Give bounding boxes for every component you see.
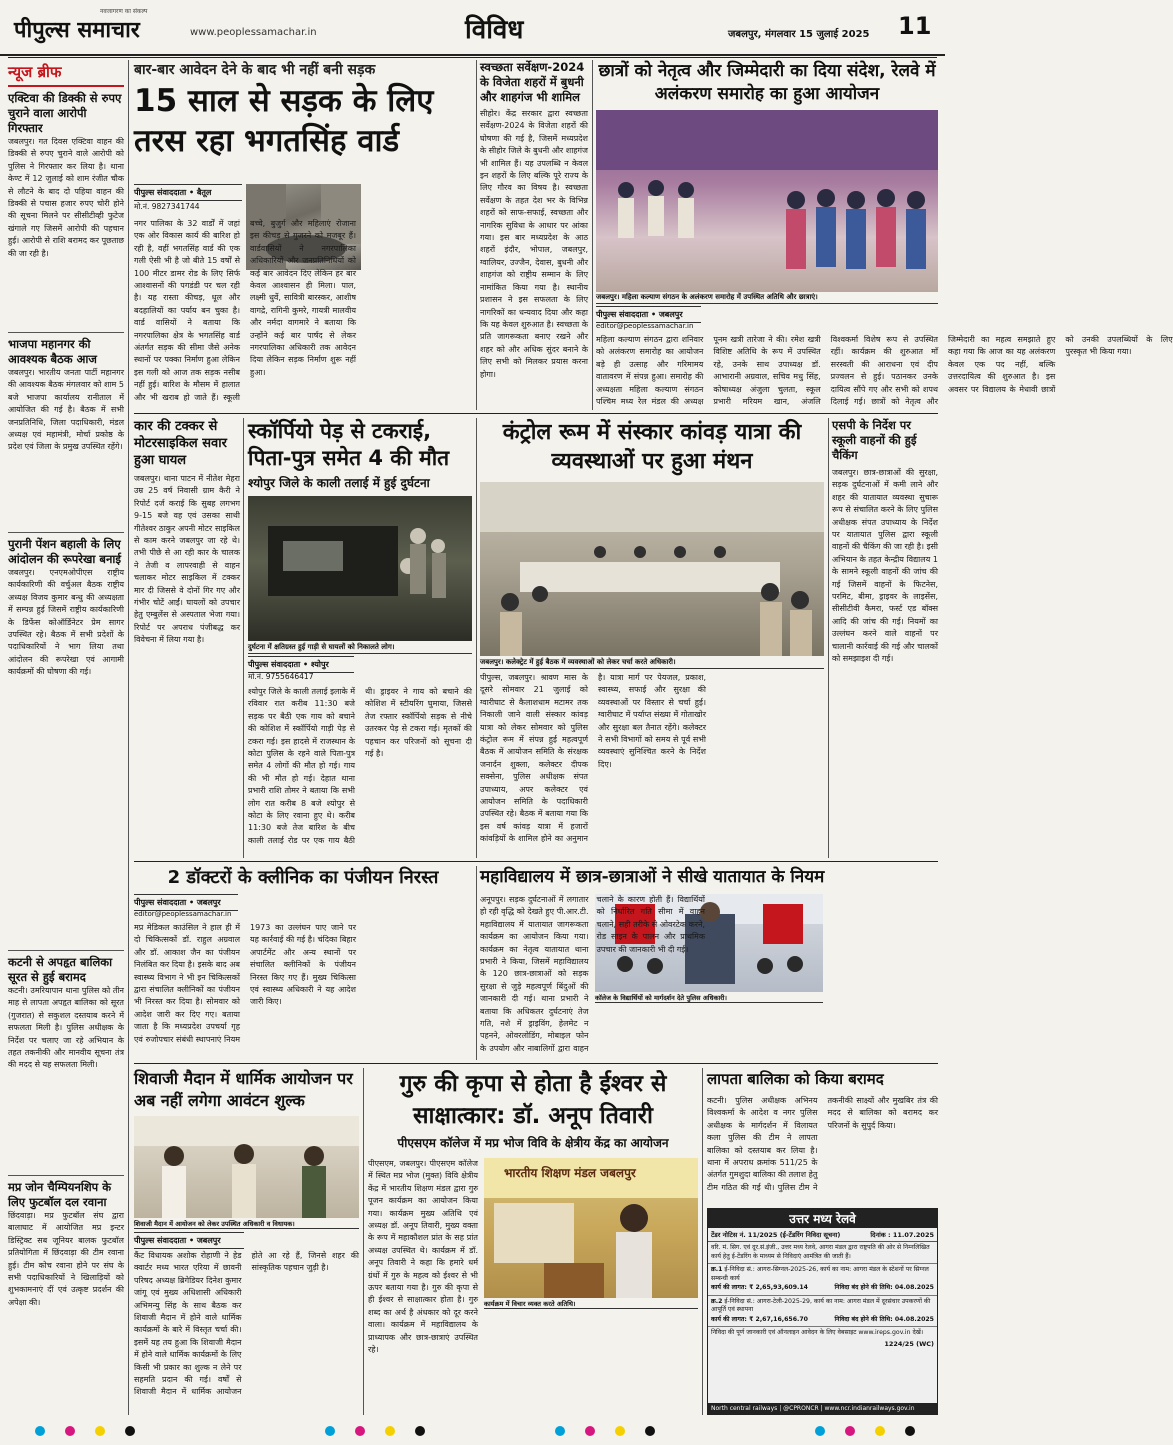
website-link[interactable]: www.peoplessamachar.in [190,27,317,38]
reporter-email: editor@peoplessamachar.in [596,322,694,330]
story-sp [832,418,938,858]
story-headline: कंट्रोल रूम में संस्कार कांवड़ यात्रा की व्यवस्थाओं पर हुआ मंथन [502,420,802,474]
tender-ref: 1224/25 (WC) [884,1339,934,1348]
news-brief-label: न्यूज ब्रीफ [8,60,124,87]
story-body: जबलपुर। थाना पाटन में नीतेश मेहरा उम्र 25 वर्ष निवासी ग्राम कैरी ने रिपोर्ट दर्ज कराई कि सुबह लगभग 9-15 बजे वह एवं उसका साथी गीतेश्वर ठाकुर अपनी मोटर साइकिल से काम करने जबलपुर जा रहे थे। तभी पीछे से आ रही कार के चालक ने तेजी व लापरवाही से वाहन चलाकर मोटर साइकिल में टक्कर मार दी जिससे वे दोनों गिर गए और गंभीर चोटें आईं। घायलों को उपचार हेतु एम्बुलेंस से अस्पताल भेजा गया। रिपोर्ट पर अपराध पंजीबद्ध कर विवेचना में लिया गया है। [134,474,240,645]
story-headline: शिवाजी मैदान में धार्मिक आयोजन पर अब नहीं लगेगा आवंटन शुल्क [134,1069,353,1110]
section-title: विविध [465,15,524,45]
brief-item [8,955,124,1175]
tender-close-date: 04.08.2025 [894,1315,934,1323]
brief-body: जबलपुर। भारतीय जनता पार्टी महानगर की आवश्यक बैठक मंगलवार को शाम 5 बजे भाजपा कार्यालय रानीताल में आयोजित की गई है। बैठक में सभी जनप्रतिनिधि, जिला पदाधिकारी, मंडल अध्यक्ष एवं महामंत्री, मोर्चा प्रकोष्ठ के प्रदेश एवं जिला के प्रमुख उपस्थित रहेंगे। [8,368,124,452]
reporter-email: editor@peoplessamachar.in [134,910,232,918]
column-divider [828,418,829,858]
divider [8,1175,124,1176]
story-byline: पीपुल्स संवाददाता • श्योपुर [248,656,354,673]
photo-caption: कार्यक्रम में विचार व्यक्त करते अतिथि। [484,1299,698,1309]
brief-title: एक्टिवा की डिक्की से रुपए चुराने वाला आरोपी गिरफ्तार [8,91,122,135]
section-divider [134,861,938,862]
column-divider [476,418,477,858]
brief-title: मप्र जोन चैम्पियनशिप के लिए फुटबॉल दल रवाना [8,1180,112,1209]
brief-item [8,91,124,346]
story-body: नगर पालिका के 32 वार्डों में जहां एक ओर विकास कार्य की बारिश हो रही है, वहीं भगतसिंह वार्ड की एक गली ऐसी भी है जो बीते 15 वर्षों से 100 मीटर डामर रोड के लिए सिर्फ आश्वासनों की पगडंडी पर चल रही है। यह रास्ता कीचड़, धूल और बदहालियों का पर्याय बन चुका है। वार्ड वासियों ने बताया कि नगरपालिका क्षेत्र के भगतसिंह वार्ड अंतर्गत सड़क की सीमा जैसे अनेक स्थानों पर पक्का निर्माण हुआ लेकिन इस गली को आज तक सड़क नसीब नहीं हुई। बारिश के मौसम में हालात और भी खराब हो जाते हैं। स्कूली बच्चे, बुजुर्ग और महिलाएं रोजाना इस कीचड़ से गुजरने को मजबूर हैं। वार्डवासियों ने नगरपालिका अधिकारियों और जनप्रतिनिधियों को कई बार आवेदन दिए लेकिन हर बार केवल आश्वासन ही मिला। पाल, लक्ष्मी धुर्वे, सावित्री बारस्कर, आशीष वागद्रे, रागिनी कुमरे, गायत्री मालवीय और नर्मदा वागमारे ने बताया कि उन्होंने कई बार पार्षद से लेकर नगरपालिका अधिकारी तक आवेदन दिया लेकिन सड़क निर्माण शुरू नहीं हुआ। [134,219,356,402]
story-body: सीहोर। केंद्र सरकार द्वारा स्वच्छता सर्वेक्षण-2024 के विजेता शहरों की घोषणा की गई है, जिसमें मध्यप्रदेश के सीहोर जिले के बुधनी और शाहगंज भी शामिल हैं। यह उपलब्धि न केवल इन शहरों के लिए बल्कि पूरे राज्य के लिए गौरव का विषय है। स्वच्छता सर्वेक्षण के तहत देश भर के विभिन्न शहरों को साफ-सफाई, स्वच्छता और नागरिक सुविधा के आधार पर आंका गया। इस बार मध्यप्रदेश के आठ शहरों इंदौर, भोपाल, जबलपुर, ग्वालियर, उज्जैन, देवास, बुधनी और शाहगंज को राष्ट्रीय सम्मान के लिए नामांकित किया गया है। स्थानीय प्रशासन ने इस सफलता के लिए नागरिकों का धन्यवाद दिया और कहा कि यह केवल शुरुआत है। स्वच्छता के प्रति जागरूकता बनाए रखने और शहर को और अधिक सुंदर बनाने के लिए सभी को मिलकर प्रयास करना होगा। [480,109,588,379]
story-body: मप्र मेडिकल काउंसिल ने हाल ही में दो चिकित्सकों डॉ. राहुल अग्रवाल और डॉ. आकाश जैन का पंजीयन निलंबित कर दिया है। इसके बाद अब स्वास्थ्य विभाग ने भी इन चिकित्सकों द्वारा संचालित क्लीनिकों का पंजीयन भी निरस्त कर दिया है। सोमवार को आदेश जारी कर दिए गए। बताया जाता है कि मध्यप्रदेश उपचर्या गृह एवं रुजोपचार संबंधी स्थापनाएं नियम 1973 का उल्लंघन पाए जाने पर यह कार्रवाई की गई है। चंदिका बिहार अपार्टमेंट और अन्य स्थानों पर संचालित क्लीनिकों के पंजीयन निरस्त किए गए हैं। मुख्य चिकित्सा एवं स्वास्थ्य अधिकारी ने यह आदेश जारी किए। [134,923,356,1044]
brief-title: भाजपा महानगर की आवश्यक बैठक आज [8,337,97,366]
story-headline: लापता बालिका को किया बरामद [707,1070,884,1088]
story-photo-shivaji [134,1116,359,1218]
page-number: 11 [898,12,932,40]
story-body: कैंट विधायक अशोक रोहाणी ने हेड क्वार्टर मध्य भारत एरिया में छावनी परिषद अध्यक्ष ब्रिगेडियर दिनेश कुमार जांगू एवं मुख्य अधिशासी अधिकारी अभिमन्यु सिंह के साथ बैठक कर शिवाजी मैदान में होने वाले धार्मिक कार्यक्रमों के बारे में विस्तृत चर्चा की। इसमें यह तय हुआ कि शिवाजी मैदान में होने वाले धार्मिक कार्यक्रमों के लिए किसी भी प्रकार का शुल्क न लेने पर सहमति प्रदान की गई। वर्षों से शिवाजी मैदान में धार्मिक आयोजन होते आ रहे हैं, जिनसे शहर की सांस्कृतिक पहचान जुड़ी है। [134,1251,359,1397]
photo-caption: दुर्घटना में क्षतिग्रस्त हुई गाड़ी से घायलों को निकालते लोग। [248,642,472,654]
masthead-divider [8,57,937,58]
brief-item [8,1180,124,1410]
story-body: जबलपुर। छात्र-छात्राओं की सुरक्षा, सड़क दुर्घटनाओं में कमी लाने और शहर की यातायात व्यवस्था सुचारू रूप से संचालित करने के लिए पुलिस अधीक्षक संपत उपाध्याय के निर्देश पर यातायात पुलिस द्वारा स्कूली वाहनों की चैकिंग की जा रही है। इसी अभियान के तहत केन्द्रीय विद्यालय 1 के सामने स्कूली वाहनों की जांच की गई जिसमें वाहनों के फिटनेस, परमिट, बीमा, ड्राइवर के लाइसेंस, सीसीटीवी कैमरा, फर्स्ट एड बॉक्स आदि की जांच की गई। नियमों का उल्लंघन करने वाले वाहनों पर चालानी कार्रवाई की गई और चालकों को समझाइश दी गई। [832,468,938,664]
column-divider [702,1068,703,1415]
tender-cost-label: कार्य की लागत [711,1315,745,1323]
tender-notice-number: टेंडर नोटिस नं. 11/2025 (ई-टेंडरिंग निविदा सूचना) [711,1231,841,1239]
story-photo-meeting [480,482,824,656]
story-byline: पीपुल्स संवाददाता • जबलपुर [134,1232,244,1249]
brief-body: जबलपुर। एनएमओपीएस राष्ट्रीय कार्यकारिणी की वर्चुअल बैठक राष्ट्रीय अध्यक्ष विजय कुमार बन्धु की अध्यक्षता में सम्पन्न हुई जिसमें राष्ट्रीय कार्यकारिणी के डिफेंस कोऑर्डिनेटर प्रेम सागर उपस्थित रहे। बैठक में सभी प्रदेशों के पदाधिकारियों ने भाग लिया तथा आंदोलन की रूपरेखा एवं आगामी कार्यक्रमों की घोषणा की गई। [8,568,124,677]
story-headline: स्कॉर्पियो पेड़ से टकराई, पिता-पुत्र समेत 4 की मौत [248,419,450,470]
photo-caption: शिवाजी मैदान में आयोजन को लेकर उपस्थित अधिकारी व विधायक। [134,1219,359,1229]
tender-item-number: क्र.1 [711,1266,723,1273]
section-divider [134,413,938,414]
story-headline: छात्रों को नेतृत्व और जिम्मेदारी का दिया संदेश, रेलवे में अलंकरण समारोह का हुआ आयोजन [598,61,936,104]
story-body: अनूपपुर। सड़क दुर्घटनाओं में लगातार हो रही वृद्धि को देखते हुए पी.आर.टी. महाविद्यालय में यातायात जागरूकता कार्यक्रम का आयोजन किया गया। कार्यक्रम का नेतृत्व यातायात थाना प्रभारी ने किया, जिसमें महाविद्यालय के 120 छात्र-छात्राओं को सड़क सुरक्षा से जुड़े महत्वपूर्ण बिंदुओं की जानकारी दी गई। थाना प्रभारी ने बताया कि अधिकतर दुर्घटनाएं तेज गति, नशे में ड्राइविंग, हेलमेट न पहनने, ओवरलोडिंग, मोबाइल फोन के उपयोग और नाबालिगों द्वारा वाहन चलाने के कारण होती हैं। विद्यार्थियों को निर्धारित गति सीमा में वाहन चलाने, सही तरीके से ओवरटेक करने, रोड साइन के पालन और प्राथमिक उपचार की जानकारी भी दी गई। [480,895,705,1053]
story-railway [596,60,1173,410]
story-body: श्योपुर जिले के काली तलाई इलाके में रविवार रात करीब 11:30 बजे सड़क पर बैठी एक गाय को बचाने की कोशिश में स्कॉर्पियो गाड़ी पेड़ से टकरा गई। इस हादसे में राजस्थान के कोटा पुलिस के रहने वाले पिता-पुत्र समेत 4 लोगों की मौत हो गई। गाय की भी मौत हो गई। देहात थाना प्रभारी राशि तोमर ने बताया कि सभी लोग रात करीब 8 बजे श्योपुर से कोटा के लिए रवाना हुए थे। करीब 11:30 बजे तेज बारिश के बीच काली तलाई रोड पर एक गाय बैठी थी। ड्राइवर ने गाय को बचाने की कोशिश में स्टीयरिंग घुमाया, जिससे तेज रफ्तार स्कॉर्पियो सड़क से नीचे उतरकर पेड़ से टकरा गई। मृतकों की पहचान कर परिजनों को सूचना दी गई है। [248,687,472,845]
story-swachh [480,60,588,410]
brief-title: कटनी से अपहृत बालिका सूरत से हुई बरामद [8,955,113,984]
color-registration-strip [0,1422,945,1440]
tender-item-text: ई-निविदा सं.: आगरा-सिग्नल-2025-26, कार्य का नाम: आगरा मंडल के स्टेशनों पर सिग्नल सम्बन्धी कार्य [711,1266,929,1282]
brief-item [8,537,124,932]
masthead-logo-tagline: नवजागरण का संकल्प [100,8,148,15]
photo-caption: जबलपुर। महिला कल्याण संगठन के अलंकरण समारोह में उपस्थित अतिथि और छात्राएं। [596,292,938,304]
story-byline: पीपुल्स संवाददाता • जबलपुर [596,306,701,323]
story-body: पीपुल्स, जबलपुर। श्रावण मास के दूसरे सोमवार 21 जुलाई को ग्वारीघाट से कैलाशधाम मटामर तक निकाली जाने वाली संस्कार कांवड़ यात्रा को लेकर सोमवार को पुलिस कंट्रोल रूम में संपन्न हुई महत्वपूर्ण बैठक में आयोजन समिति के संरक्षक जनार्दन शुक्ला, कलेक्टर दीपक सक्सेना, पुलिस अधीक्षक संपत उपाध्याय, अपर कलेक्टर एवं आयोजन समिति के पदाधिकारी उपस्थित रहे। बैठक में बताया गया कि इस वर्ष कांवड़ यात्रा में हजारों कांवड़ियों के शामिल होने का अनुमान है। यात्रा मार्ग पर पेयजल, प्रकाश, स्वास्थ्य, सफाई और सुरक्षा की व्यवस्थाओं पर विस्तार से चर्चा हुई। ग्वारीघाट में पर्याप्त संख्या में गोताखोर और सुरक्षा बल तैनात रहेंगे। कलेक्टर ने सभी विभागों को समय से पूर्व सभी व्यवस्थाएं सुनिश्चित करने के निर्देश दिए। [480,673,706,844]
story-scorpio [248,418,472,858]
story-betul [134,60,472,410]
tender-item: क्र.2 ई-निविदा सं.: आगरा-टेली-2025-29, कार्य का नाम: आगरा मंडल में दूरसंचार उपकरणों की आपूर्ति एवं स्थापना कार्य की लागत: ₹ 2,67,16,656.70 निविदा बंद होने की तिथि: 04.08.2025 [708,1295,937,1327]
ceremony-photo-graphic [596,110,938,292]
registration-marks [0,1422,945,1440]
story-missing [707,1068,938,1206]
story-kicker: बार-बार आवेदन देने के बाद भी नहीं बनी सड़क [134,62,376,78]
tender-close-label: निविदा बंद होने की तिथि [834,1315,891,1323]
tender-intro: वरि. मं. सिग. एवं दूर.सं.इंजी., उत्तर मध्य रेलवे, आगरा मंडल द्वारा राष्ट्रपति की ओर से निम्नलिखित कार्य हेतु ई-टेंडरिंग के माध्यम से निविदाएं आमंत्रित की जाती हैं। [711,1244,930,1260]
story-clinic [134,866,472,1060]
masthead-logo: पीपुल्स समाचार [14,18,140,43]
story-body: पीएसएम, जबलपुर। पीएसएम कॉलेज में स्थित मप्र भोज (मुक्त) विवि क्षेत्रीय केंद्र में भारतीय शिक्षण मंडल द्वारा गुरु पूजन कार्यक्रम का आयोजन किया गया। कार्यक्रम मुख्य अतिथि एवं अध्यक्ष डॉ. अनूप तिवारी, मुख्य वक्ता के रूप में महाकौशल प्रांत के सह प्रांत अध्यक्ष उपस्थित थे। कार्यक्रम में डॉ. अनूप तिवारी ने कहा कि हमारे धर्म ग्रंथों में गुरु के महत्व को ईश्वर से भी ऊपर बताया गया है। गुरु की कृपा से ही ईश्वर से साक्षात्कार होता है। गुरु शब्द का अर्थ है अंधकार को दूर करने वाला। कार्यक्रम में महाविद्यालय के प्राध्यापक और छात्र-छात्राएं उपस्थित रहे। [368,1159,478,1355]
story-headline: 2 डॉक्टरों के क्लीनिक का पंजीयन निरस्त [167,867,439,888]
meeting-photo-graphic [480,482,824,656]
story-headline: एसपी के निर्देश पर स्कूली वाहनों की हुई चैकिंग [832,418,917,462]
story-photo-accident [248,496,472,641]
story-college [480,866,938,1060]
tender-notice [707,1208,938,1415]
divider [8,532,124,533]
tender-footer: निविदा की पूर्ण जानकारी एवं ऑनलाइन आवेदन के लिए वेबसाइट www.ireps.gov.in देखें। [708,1326,937,1340]
story-headline: कार की टक्कर से मोटरसाइकिल सवार हुआ घायल [134,419,227,468]
brief-title: पुरानी पेंशन बहाली के लिए आंदोलन की रूपरेखा बनाई [8,537,121,566]
photo-caption: कॉलेज के विद्यार्थियों को मार्गदर्शन देते पुलिस अधिकारी। [595,993,823,1003]
tender-close-label: निविदा बंद होने की तिथि [834,1284,891,1291]
tender-date: दिनांक : 11.07.2025 [870,1231,934,1239]
shivaji-photo-graphic [134,1116,359,1218]
column-divider [476,866,477,1060]
tender-cost: ₹ 2,67,16,656.70 [749,1315,808,1323]
photo-caption: जबलपुर। कलेक्ट्रेट में हुई बैठक में व्यवस्थाओं को लेकर चर्चा करते अधिकारी। [480,657,824,669]
column-divider [128,60,129,1415]
tender-cost-label: कार्य की लागत [711,1284,745,1291]
story-subhead: पीएसएम कॉलेज में मप्र भोज विवि के क्षेत्रीय केंद्र का आयोजन [397,1136,669,1150]
tender-close-date: 04.08.2025 [894,1284,934,1291]
accident-photo-graphic [248,496,472,641]
tender-cost: ₹ 2,65,93,609.14 [749,1284,808,1291]
story-shivaji [134,1068,359,1415]
masthead [0,0,945,56]
section-divider [134,1063,938,1064]
photo-banner: भारतीय शिक्षण मंडल जबलपुर [504,1166,636,1180]
divider [8,950,124,951]
tender-item-number: क्र.2 [711,1297,723,1305]
story-byline: पीपुल्स संवाददाता • बैतूल [134,184,242,201]
story-guru [368,1068,698,1415]
story-body: महिला कल्याण संगठन द्वारा शनिवार को अलंकरण समारोह का आयोजन बड़े ही उत्साह और गरिमामय वातावरण में संपन्न हुआ। समारोह की अध्यक्षता महिला कल्याण संगठन पश्चिम मध्य रेल मंडल की अध्यक्ष पूनम खत्री तारेजा ने की। रमेश खत्री विशिष्ट अतिथि के रूप में उपस्थित रहे, उनके साथ उपाध्यक्ष डॉ. आभारानी अग्रवाल, सचिव मधु सिंह, कोषाध्यक्ष अंजुला चुलता, स्कूल प्रभारी मरियम खान, अंजलि विश्वकर्मा विशेष रूप से उपस्थित रहीं। कार्यक्रम की शुरुआत माँ सरस्वती की आराधना एवं दीप प्रज्वलन से हुई। पठानकर उनके दायित्व सौंपे गए और सभी को शपथ दिलाई गई। छात्रों को नेतृत्व और जिम्मेदारी का महत्व समझाते हुए कहा गया कि आज का यह अलंकरण केवल एक पद नहीं, बल्कि उत्तरदायित्व की शुरुआत है। इस अवसर पर विद्यालय के मेधावी छात्रों को उनकी उपलब्धियों के लिए पुरस्कृत भी किया गया। [596,335,1173,407]
column-divider [476,60,477,410]
reporter-mobile: मो.नं. 9827341744 [134,202,200,211]
tender-item: क्र.1 ई-निविदा सं.: आगरा-सिग्नल-2025-26, कार्य का नाम: आगरा मंडल के स्टेशनों पर सिग्नल सम्बन्धी कार्य कार्य की लागत: ₹ 2,65,93,609.14 निविदा बंद होने की तिथि: 04.08.2025 [708,1263,937,1295]
story-headline: महाविद्यालय में छात्र-छात्राओं ने सीखे यातायात के नियम [480,867,825,887]
story-photo-guru [484,1158,698,1298]
dateline: जबलपुर, मंगलवार 15 जुलाई 2025 [728,29,870,40]
news-brief-column [8,60,124,1415]
story-photo-ceremony [596,110,938,292]
reporter-mobile: मो.नं. 9755646417 [248,672,314,681]
divider [8,332,124,333]
tender-item-text: ई-निविदा सं.: आगरा-टेली-2025-29, कार्य का नाम: आगरा मंडल में दूरसंचार उपकरणों की आपूर्ति एवं स्थापना [711,1297,931,1313]
tender-title: उत्तर मध्य रेलवे [708,1209,937,1228]
column-divider [363,1068,364,1415]
brief-body: छिंदवाड़ा। मप्र फुटबॉल संघ द्वारा बालाघाट में आयोजित मप्र इन्टर डिस्ट्रिक्ट सब जूनियर बालक फुटबॉल प्रतियोगिता में छिंदवाड़ा की टीम रवाना हुई। टीम कोच रवाना होने पर संघ के सभी पदाधिकारियों ने खिलाड़ियों को शुभकामनाएं दीं एवं उत्कृष्ट प्रदर्शन की अपेक्षा की। [8,1211,124,1307]
tender-social[interactable]: North central railways | @CPRONCR | www.ncr.indianrailways.gov.in [708,1403,937,1414]
story-byline: पीपुल्स संवाददाता • जबलपुर [134,894,238,911]
brief-body: कटनी। उमरियापान थाना पुलिस को तीन माह से लापता अपहृत बालिका को सूरत (गुजरात) से सकुशल दस्तयाब करने में सफलता मिली है। पुलिस अधीक्षक के निर्देश पर चलाए जा रहे अभियान के तहत तकनीकी और मानवीय सूचना तंत्र की मदद से यह सफलता मिली। [8,986,124,1070]
brief-item [8,337,124,527]
story-body: कटनी। पुलिस अधीक्षक अभिनय विश्वकर्मा के आदेश व नगर पुलिस अधीक्षक के मार्गदर्शन में विलायत कला पुलिस की टीम ने लापता बालिका को दस्तयाब कर लिया है। थाना में अपराध क्रमांक 511/25 के अंतर्गत गुमशुदा बालिका की तलाश हेतु टीम गठित की गई थी। पुलिस टीम ने तकनीकी साक्ष्यों और मुखबिर तंत्र की मदद से बालिका को बरामद कर परिजनों के सुपुर्द किया। [707,1096,938,1192]
brief-body: जबलपुर। गत दिवस एक्टिवा वाहन की डिक्की से रुपए चुराने वाले आरोपी को पुलिस ने गिरफ्तार कर लिया है। थाना केण्ट में 12 जुलाई को शाम रंजीत चौक से लौटने के बाद दो पहिया वाहन की डिक्की से पचास हजार रुपए चोरी होने की सूचना मिलने पर सीसीटीव्ही फुटेज खंगाले गए जिसमें आरोपी की पहचान हुई। आरोपी से राशि बरामद कर पूछताछ की जा रही है। [8,137,124,258]
column-divider [243,418,244,858]
column-divider [592,60,593,410]
story-subhead: श्योपुर जिले के काली तलाई में हुई दुर्घटना [248,476,430,490]
story-headline: गुरु की कृपा से होता है ईश्वर से साक्षात्कार: डॉ. अनूप तिवारी [399,1071,667,1129]
story-headline: 15 साल से सड़क के लिए तरस रहा भगतसिंह वार्ड [134,83,434,159]
story-kanwar [480,418,824,858]
story-bike [134,418,240,858]
story-headline: स्वच्छता सर्वेक्षण-2024 के विजेता शहरों में बुधनी और शाहगंज भी शामिल [480,60,585,104]
